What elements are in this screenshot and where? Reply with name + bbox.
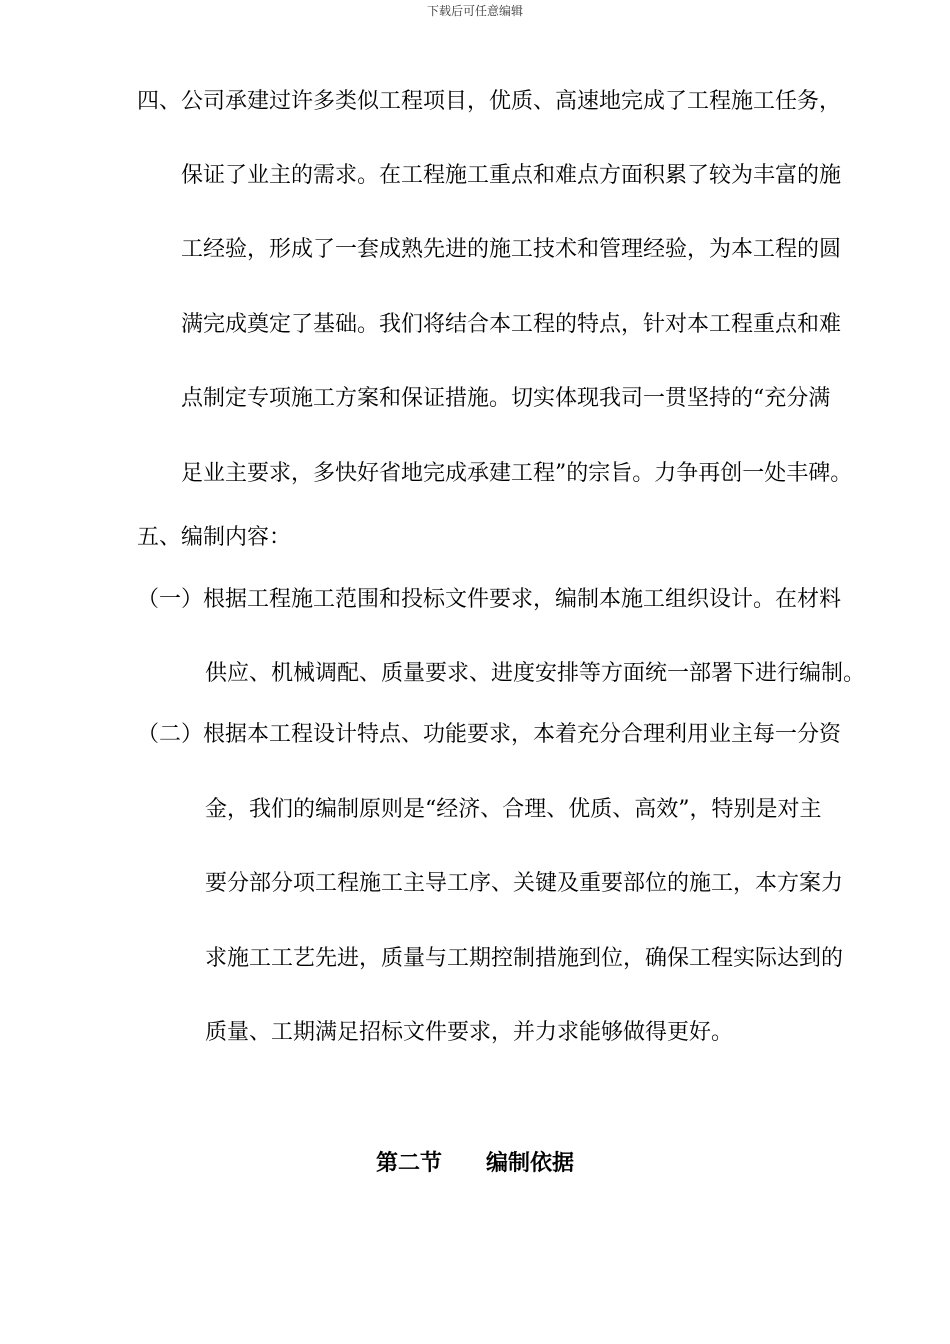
item5-sub2-line-2: 金，我们的编制原则是“经济、合理、优质、高效”，特别是对主 xyxy=(205,797,822,822)
section-heading: 第二节 编制依据 xyxy=(375,1151,574,1176)
item4-line-6: 足业主要求，多快好省地完成承建工程”的宗旨。力争再创一处丰碑。 xyxy=(181,461,853,486)
item5-sub2-line-5: 质量、工期满足招标文件要求，并力求能够做得更好。 xyxy=(205,1020,734,1045)
item5-title: 五、编制内容： xyxy=(137,525,292,550)
item4-line-5: 点制定专项施工方案和保证措施。切实体现我司一贯坚持的“充分满 xyxy=(181,386,831,411)
item4-line-4: 满完成奠定了基础。我们将结合本工程的特点，针对本工程重点和难 xyxy=(181,312,842,337)
item4-line-3: 工经验，形成了一套成熟先进的施工技术和管理经验，为本工程的圆 xyxy=(181,237,842,262)
page-header-note: 下载后可任意编辑 xyxy=(426,4,523,18)
item5-sub2-line-4: 求施工工艺先进，质量与工期控制措施到位，确保工程实际达到的 xyxy=(205,946,844,971)
item4-line-1: 四、公司承建过许多类似工程项目，优质、高速地完成了工程施工任务， xyxy=(137,89,842,114)
item5-sub1-line-1: （一）根据工程施工范围和投标文件要求，编制本施工组织设计。在材料 xyxy=(137,587,842,612)
item5-sub1-line-2: 供应、机械调配、质量要求、进度安排等方面统一部署下进行编制。 xyxy=(205,661,866,686)
item5-sub2-line-3: 要分部分项工程施工主导工序、关键及重要部位的施工，本方案力 xyxy=(205,871,844,896)
item5-sub2-line-1: （二）根据本工程设计特点、功能要求，本着充分合理利用业主每一分资 xyxy=(137,722,842,747)
item4-line-2: 保证了业主的需求。在工程施工重点和难点方面积累了较为丰富的施 xyxy=(181,163,842,188)
